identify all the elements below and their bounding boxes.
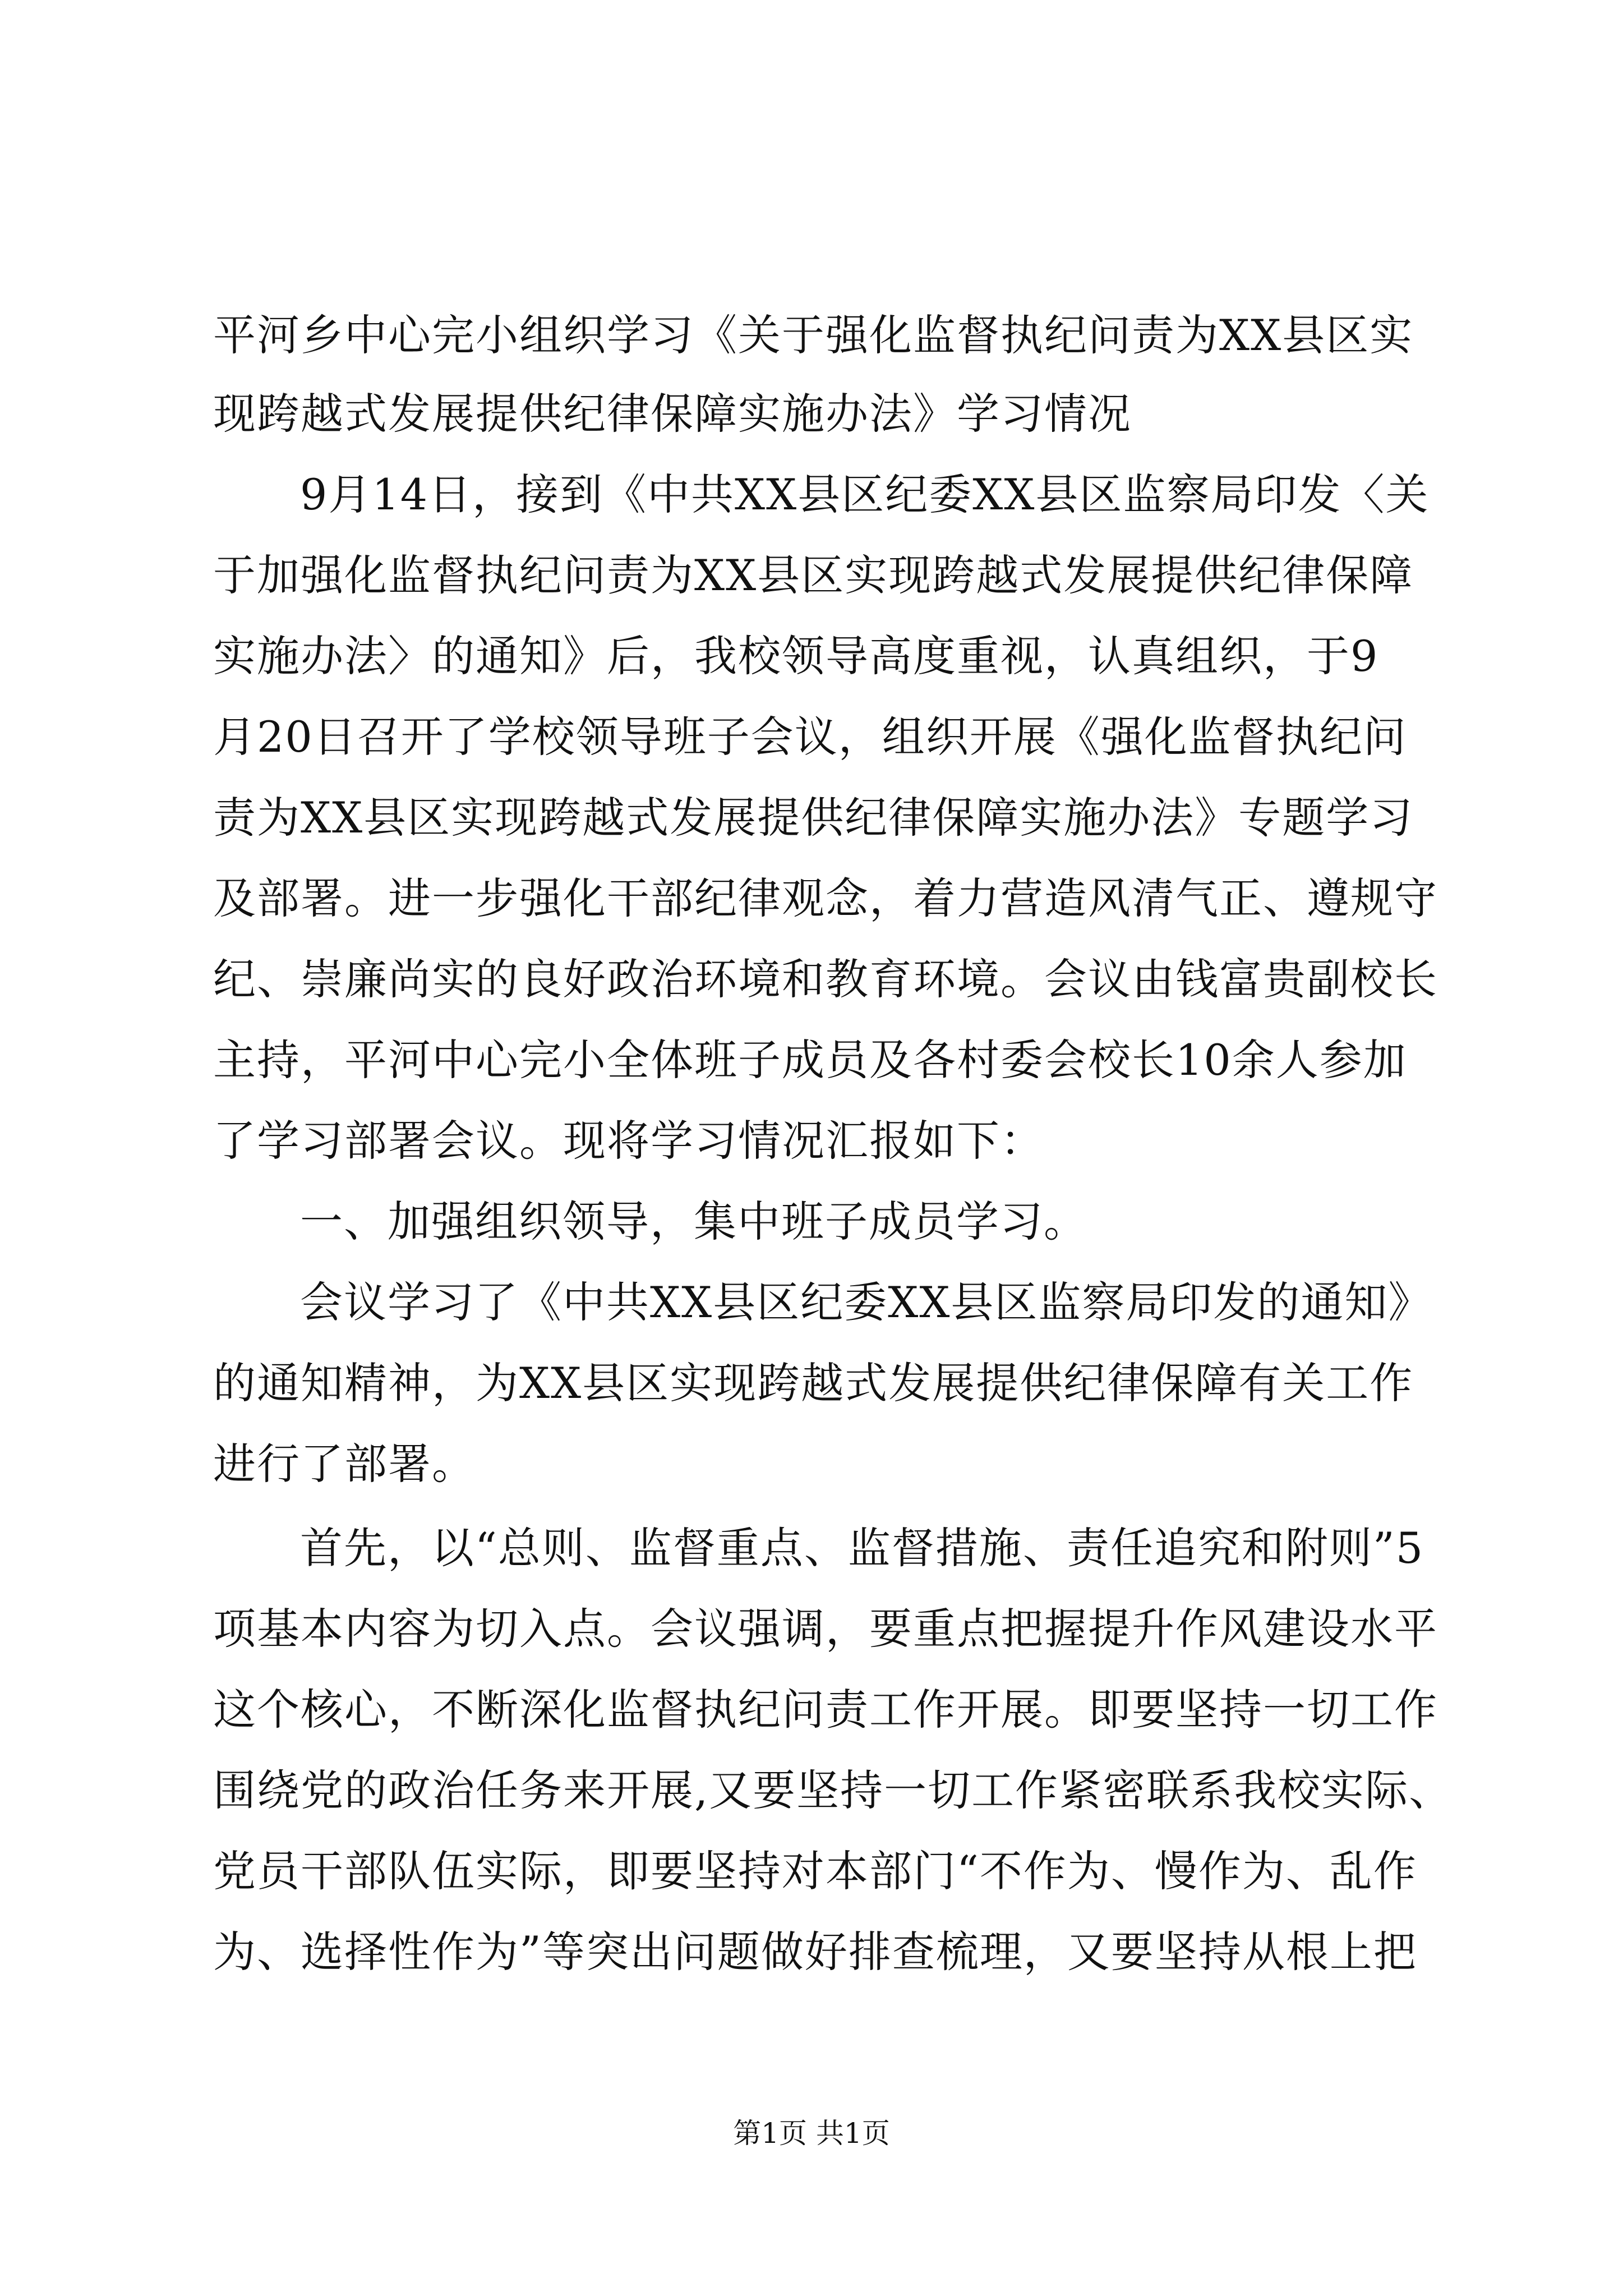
title-line-1: 平河乡中心完小组织学习《关于强化监督执纪问责为XX县区实 [213,310,1414,360]
body-line-19: 为、选择性作为”等突出问题做好排查梳理，又要坚持从根上把 [213,1927,1417,1977]
body-line-2: 于加强化监督执纪问责为XX县区实现跨越式发展提供纪律保障 [213,550,1414,600]
body-line-9: 了学习部署会议。现将学习情况汇报如下： [213,1116,1044,1166]
body-line-7: 纪、崇廉尚实的良好政治环境和教育环境。会议由钱富贵副校长 [213,954,1438,1004]
body-line-13: 进行了部署。 [213,1439,476,1489]
body-line-4: 月20日召开了学校领导班子会议，组织开展《强化监督执纪问 [213,712,1407,762]
body-line-12: 的通知精神，为XX县区实现跨越式发展提供纪律保障有关工作 [213,1358,1414,1408]
body-line-18: 党员干部队伍实际，即要坚持对本部门“不作为、慢作为、乱作 [213,1846,1417,1896]
body-line-14: 首先，以“总则、监督重点、监督措施、责任追究和附则”5 [300,1523,1424,1573]
section-heading-1: 一、加强组织领导，集中班子成员学习。 [300,1197,1087,1246]
body-line-16: 这个核心，不断深化监督执纪问责工作开展。即要坚持一切工作 [213,1685,1438,1734]
body-line-17: 围绕党的政治任务来开展,又要坚持一切工作紧密联系我校实际、 [213,1765,1453,1815]
body-line-1: 9月14日，接到《中共XX县区纪委XX县区监察局印发〈关 [300,470,1430,519]
body-line-15: 项基本内容为切入点。会议强调，要重点把握提升作风建设水平 [213,1604,1438,1654]
title-line-2: 现跨越式发展提供纪律保障实施办法》学习情况 [213,389,1132,439]
body-line-11: 会议学习了《中共XX县区纪委XX县区监察局印发的通知》 [300,1277,1432,1327]
body-line-5: 责为XX县区实现跨越式发展提供纪律保障实施办法》专题学习 [213,793,1414,843]
body-line-8: 主持，平河中心完小全体班子成员及各村委会校长10余人参加 [213,1035,1407,1085]
page-footer: 第1页 共1页 [733,2117,890,2150]
body-line-6: 及部署。进一步强化干部纪律观念，着力营造风清气正、遵规守 [213,873,1438,923]
body-line-3: 实施办法〉的通知》后，我校领导高度重视，认真组织，于9 [213,631,1379,681]
